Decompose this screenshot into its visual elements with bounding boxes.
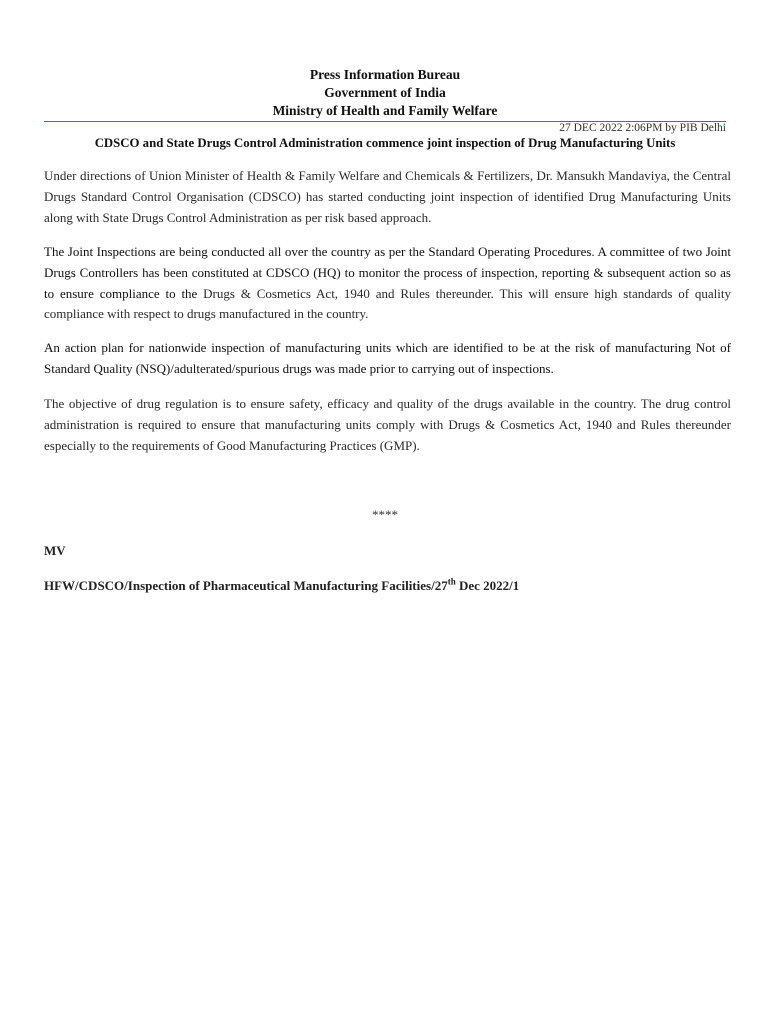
paragraph-2-part-2: Drugs & Cosmetics Act, 1940 and Rules thereunder. This will ensure high standards of quality compliance with respect to drugs manufactured in the country. (44, 285, 731, 322)
reference-ordinal: th (447, 576, 456, 587)
header-government: Government of India (324, 85, 446, 100)
release-headline: CDSCO and State Drugs Control Administration commence joint inspection of Drug Manufacturing Units (94, 136, 676, 150)
paragraph-2 (44, 242, 731, 325)
document-header (44, 66, 726, 120)
reference-prefix: HFW/CDSCO/Inspection of Pharmaceutical Manufacturing Facilities/27 (44, 578, 448, 593)
paragraph-4: The objective of drug regulation is to ensure safety, efficacy and quality of the drugs available in the country. The drug control administration is required to ensure that manufacturing units comply with Drugs & Cosmetics Act, 1940 and Rules thereunder especially to the requirements of Good Manufacturing Practices (GMP). (44, 396, 731, 453)
paragraph-3: An action plan for nationwide inspection of manufacturing units which are identified to be at the risk of manufacturing Not of Standard Quality (NSQ)/adulterated/spurious drugs was made prior to carrying out of inspections. (44, 340, 731, 376)
reference-suffix: Dec 2022/1 (455, 578, 520, 593)
author-initials: MV (44, 543, 66, 558)
section-separator: **** (372, 507, 398, 522)
paragraph-2-part-1: The Joint Inspections are being conducted all over the country as per the Standard Operating Procedures. A committee of two Joint Drugs Controllers has been constituted at CDSCO (HQ) to monitor the process of inspection, reporting & subsequent action so as to ensure compliance to the (44, 244, 731, 301)
header-ministry: Ministry of Health and Family Welfare (272, 103, 498, 118)
reference-code (44, 578, 519, 594)
header-organization: Press Information Bureau (309, 67, 461, 82)
dateline: 27 DEC 2022 2:06PM by PIB Delhi (559, 122, 726, 134)
paragraph-1: Under directions of Union Minister of Health & Family Welfare and Chemicals & Fertilizers, Dr. Mansukh Mandaviya, the Central Drugs Standard Control Organisation (CDSCO) has started conducting joint inspection of identified Drug Manufacturing Units along with State Drugs Control Administration as per risk based approach. (44, 168, 731, 225)
